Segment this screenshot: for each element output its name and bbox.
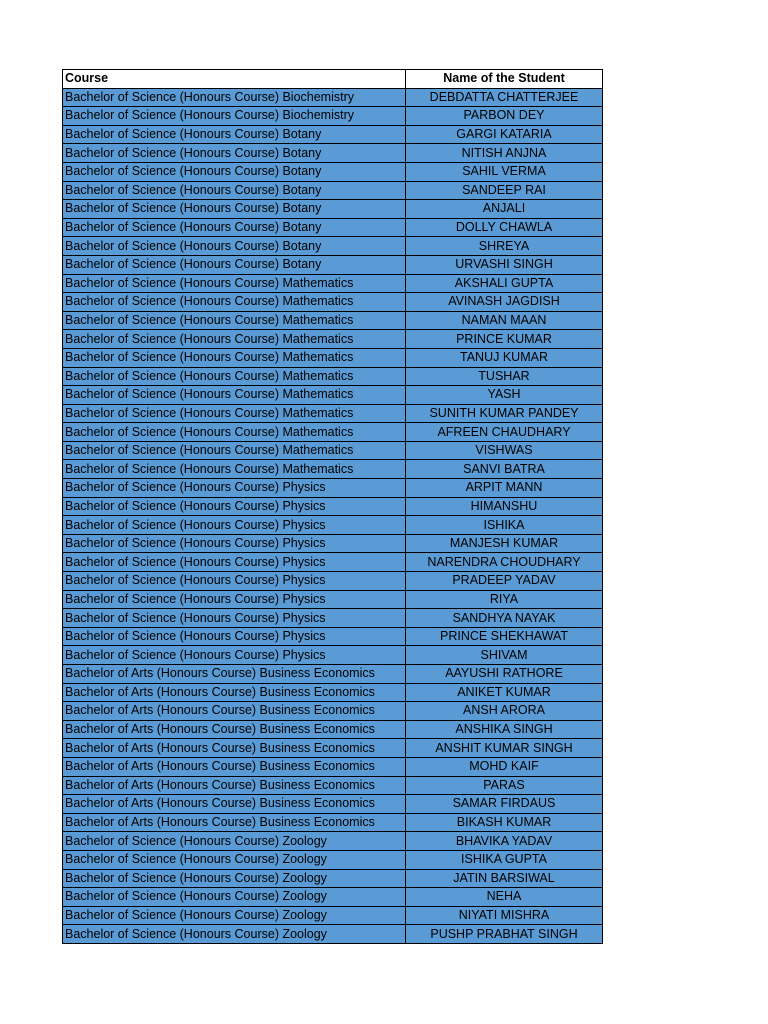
course-cell: Bachelor of Science (Honours Course) Mathematics	[63, 367, 406, 386]
course-cell: Bachelor of Science (Honours Course) Mathematics	[63, 386, 406, 405]
student-name-cell: MANJESH KUMAR	[406, 534, 603, 553]
course-cell: Bachelor of Arts (Honours Course) Business Economics	[63, 795, 406, 814]
table-row	[63, 683, 603, 702]
table-row	[63, 757, 603, 776]
course-cell: Bachelor of Science (Honours Course) Mathematics	[63, 423, 406, 442]
student-name-cell: BIKASH KUMAR	[406, 813, 603, 832]
course-cell: Bachelor of Science (Honours Course) Zoology	[63, 850, 406, 869]
table-row	[63, 646, 603, 665]
student-name-cell: GARGI KATARIA	[406, 125, 603, 144]
course-cell: Bachelor of Science (Honours Course) Botany	[63, 255, 406, 274]
course-cell: Bachelor of Science (Honours Course) Zoology	[63, 832, 406, 851]
table-row	[63, 720, 603, 739]
table-row	[63, 609, 603, 628]
student-name-cell: PARAS	[406, 776, 603, 795]
student-name-cell: SAHIL VERMA	[406, 162, 603, 181]
course-cell: Bachelor of Science (Honours Course) Physics	[63, 516, 406, 535]
table-row	[63, 144, 603, 163]
course-cell: Bachelor of Science (Honours Course) Mathematics	[63, 293, 406, 312]
student-name-cell: BHAVIKA YADAV	[406, 832, 603, 851]
table-row	[63, 423, 603, 442]
course-cell: Bachelor of Science (Honours Course) Mathematics	[63, 311, 406, 330]
header-course: Course	[63, 70, 406, 89]
student-name-cell: DOLLY CHAWLA	[406, 218, 603, 237]
table-row	[63, 534, 603, 553]
course-cell: Bachelor of Arts (Honours Course) Business Economics	[63, 757, 406, 776]
course-cell: Bachelor of Science (Honours Course) Mathematics	[63, 404, 406, 423]
course-cell: Bachelor of Science (Honours Course) Botany	[63, 144, 406, 163]
course-cell: Bachelor of Science (Honours Course) Zoology	[63, 869, 406, 888]
table-row	[63, 200, 603, 219]
student-name-cell: SAMAR FIRDAUS	[406, 795, 603, 814]
course-cell: Bachelor of Arts (Honours Course) Business Economics	[63, 739, 406, 758]
student-name-cell: JATIN BARSIWAL	[406, 869, 603, 888]
student-name-cell: AVINASH JAGDISH	[406, 293, 603, 312]
student-name-cell: AKSHALI GUPTA	[406, 274, 603, 293]
course-cell: Bachelor of Science (Honours Course) Physics	[63, 497, 406, 516]
student-name-cell: URVASHI SINGH	[406, 255, 603, 274]
student-name-cell: SANDEEP RAI	[406, 181, 603, 200]
table-row	[63, 218, 603, 237]
course-cell: Bachelor of Science (Honours Course) Physics	[63, 627, 406, 646]
table-row	[63, 162, 603, 181]
student-name-cell: AAYUSHI RATHORE	[406, 665, 603, 684]
table-row	[63, 572, 603, 591]
student-name-cell: ANIKET KUMAR	[406, 683, 603, 702]
course-cell: Bachelor of Science (Honours Course) Mathematics	[63, 330, 406, 349]
student-name-cell: ARPIT MANN	[406, 479, 603, 498]
student-name-cell: SANVI BATRA	[406, 460, 603, 479]
student-name-cell: HIMANSHU	[406, 497, 603, 516]
course-cell: Bachelor of Science (Honours Course) Botany	[63, 125, 406, 144]
table-row	[63, 497, 603, 516]
course-cell: Bachelor of Science (Honours Course) Mathematics	[63, 460, 406, 479]
course-cell: Bachelor of Science (Honours Course) Mathematics	[63, 441, 406, 460]
table-row	[63, 441, 603, 460]
course-cell: Bachelor of Science (Honours Course) Zoology	[63, 925, 406, 944]
student-name-cell: MOHD KAIF	[406, 757, 603, 776]
table-row	[63, 832, 603, 851]
student-name-cell: PRINCE SHEKHAWAT	[406, 627, 603, 646]
student-name-cell: VISHWAS	[406, 441, 603, 460]
course-cell: Bachelor of Science (Honours Course) Biochemistry	[63, 88, 406, 107]
student-name-cell: SUNITH KUMAR PANDEY	[406, 404, 603, 423]
course-cell: Bachelor of Arts (Honours Course) Business Economics	[63, 776, 406, 795]
table-row	[63, 404, 603, 423]
course-cell: Bachelor of Science (Honours Course) Physics	[63, 572, 406, 591]
course-cell: Bachelor of Science (Honours Course) Physics	[63, 590, 406, 609]
student-name-cell: ANSHIKA SINGH	[406, 720, 603, 739]
course-cell: Bachelor of Science (Honours Course) Zoology	[63, 906, 406, 925]
table-row	[63, 665, 603, 684]
table-row	[63, 590, 603, 609]
table-row	[63, 925, 603, 944]
student-name-cell: SHREYA	[406, 237, 603, 256]
student-name-cell: PRINCE KUMAR	[406, 330, 603, 349]
student-name-cell: RIYA	[406, 590, 603, 609]
header-row	[63, 70, 603, 89]
course-cell: Bachelor of Science (Honours Course) Botany	[63, 237, 406, 256]
table-row	[63, 850, 603, 869]
student-name-cell: DEBDATTA CHATTERJEE	[406, 88, 603, 107]
table-row	[63, 125, 603, 144]
course-cell: Bachelor of Science (Honours Course) Physics	[63, 646, 406, 665]
student-name-cell: NITISH ANJNA	[406, 144, 603, 163]
student-name-cell: TANUJ KUMAR	[406, 348, 603, 367]
table-row	[63, 813, 603, 832]
student-name-cell: PARBON DEY	[406, 107, 603, 126]
course-cell: Bachelor of Science (Honours Course) Botany	[63, 162, 406, 181]
student-name-cell: AFREEN CHAUDHARY	[406, 423, 603, 442]
student-name-cell: TUSHAR	[406, 367, 603, 386]
table-row	[63, 255, 603, 274]
student-name-cell: NEHA	[406, 888, 603, 907]
course-cell: Bachelor of Science (Honours Course) Zoology	[63, 888, 406, 907]
course-cell: Bachelor of Arts (Honours Course) Business Economics	[63, 665, 406, 684]
course-cell: Bachelor of Arts (Honours Course) Business Economics	[63, 720, 406, 739]
table-row	[63, 386, 603, 405]
course-cell: Bachelor of Science (Honours Course) Botany	[63, 181, 406, 200]
course-cell: Bachelor of Arts (Honours Course) Business Economics	[63, 683, 406, 702]
student-name-cell: NAMAN MAAN	[406, 311, 603, 330]
course-cell: Bachelor of Science (Honours Course) Botany	[63, 200, 406, 219]
course-cell: Bachelor of Science (Honours Course) Physics	[63, 553, 406, 572]
student-table	[62, 69, 603, 944]
table-row	[63, 553, 603, 572]
table-row	[63, 330, 603, 349]
student-name-cell: NIYATI MISHRA	[406, 906, 603, 925]
student-name-cell: PUSHP PRABHAT SINGH	[406, 925, 603, 944]
table-row	[63, 88, 603, 107]
table-row	[63, 869, 603, 888]
course-cell: Bachelor of Science (Honours Course) Physics	[63, 479, 406, 498]
table-row	[63, 739, 603, 758]
course-cell: Bachelor of Science (Honours Course) Mathematics	[63, 274, 406, 293]
course-cell: Bachelor of Arts (Honours Course) Business Economics	[63, 702, 406, 721]
course-cell: Bachelor of Science (Honours Course) Mathematics	[63, 348, 406, 367]
table-row	[63, 702, 603, 721]
student-name-cell: YASH	[406, 386, 603, 405]
table-row	[63, 237, 603, 256]
table-row	[63, 479, 603, 498]
table-row	[63, 311, 603, 330]
student-name-cell: ANJALI	[406, 200, 603, 219]
table-row	[63, 293, 603, 312]
table-row	[63, 516, 603, 535]
table-row	[63, 107, 603, 126]
student-name-cell: ISHIKA	[406, 516, 603, 535]
table-row	[63, 181, 603, 200]
course-cell: Bachelor of Science (Honours Course) Botany	[63, 218, 406, 237]
table-row	[63, 367, 603, 386]
header-student-name: Name of the Student	[406, 70, 603, 89]
table-row	[63, 348, 603, 367]
student-name-cell: ANSHIT KUMAR SINGH	[406, 739, 603, 758]
table-row	[63, 888, 603, 907]
course-cell: Bachelor of Science (Honours Course) Physics	[63, 609, 406, 628]
course-cell: Bachelor of Science (Honours Course) Biochemistry	[63, 107, 406, 126]
student-name-cell: NARENDRA CHOUDHARY	[406, 553, 603, 572]
table-body	[63, 88, 603, 943]
student-name-cell: SHIVAM	[406, 646, 603, 665]
student-name-cell: PRADEEP YADAV	[406, 572, 603, 591]
course-cell: Bachelor of Science (Honours Course) Physics	[63, 534, 406, 553]
table-row	[63, 274, 603, 293]
table-row	[63, 627, 603, 646]
student-name-cell: ISHIKA GUPTA	[406, 850, 603, 869]
student-name-cell: SANDHYA NAYAK	[406, 609, 603, 628]
student-name-cell: ANSH ARORA	[406, 702, 603, 721]
table-row	[63, 776, 603, 795]
table-row	[63, 906, 603, 925]
course-cell: Bachelor of Arts (Honours Course) Business Economics	[63, 813, 406, 832]
table-row	[63, 460, 603, 479]
table-row	[63, 795, 603, 814]
